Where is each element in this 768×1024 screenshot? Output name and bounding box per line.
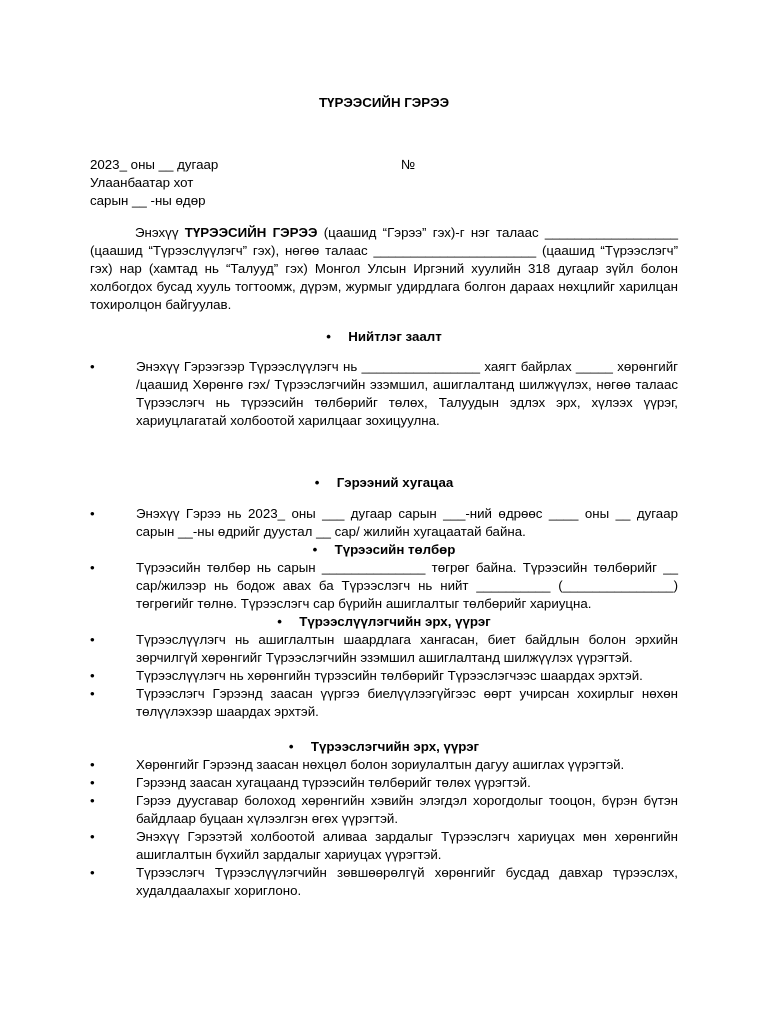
list-item-content: Түрээслэгч Түрээслүүлэгчийн зөвшөөрөлгүй хөрөнгийг бусдад давхар түрээслэх, худалдаалахыг хориглоно. bbox=[136, 865, 678, 898]
section-title-lessee bbox=[0, 738, 768, 756]
bullet-marker: • bbox=[90, 775, 95, 790]
bullet-marker: • bbox=[90, 793, 95, 808]
section-title-text: Түрээслэгчийн эрх, үүрэг bbox=[310, 739, 480, 754]
list-item bbox=[90, 792, 678, 828]
intro-rest: (цаашид “Гэрээ” гэх)-г нэг талаас __________________ (цаашид “Түрээслүүлэгч” гэх), нөгөө талаас ______________________ (цаашид “Түрээслэгч” гэх) нар (хамтад нь “Талууд” гэх) Монгол Улсын Иргэний хуулийн 318 дугаар зүйл болон холбогдох бусад хууль тогтоомж, дүрэм, журмыг удирдлага болгон дараах нөхцлийг харилцан тохиролцон байгуулав. bbox=[90, 225, 678, 312]
section-title-text: Нийтлэг заалт bbox=[348, 329, 442, 344]
date-line bbox=[90, 156, 690, 174]
section-bullet: • bbox=[277, 614, 282, 629]
intro-bold-title: ТҮРЭЭСИЙН ГЭРЭЭ bbox=[184, 225, 318, 240]
list-item bbox=[90, 505, 678, 541]
bullet-marker: • bbox=[90, 865, 95, 880]
list-item-content: Энэхүү Гэрээгээр Түрээслүүлэгч нь ________________ хаягт байрлах _____ хөрөнгийг /цаашид Хөрөнгө гэх/ Түрээслэгчийн эзэмшил, ашиглалтанд шилжүүлэх, нөгөө талаас Түрээслэгч нь түрээсийн төлбөрийг төлөх, Талуудын эдлэх эрх, хүлээх үүрэг, хариуцлагатай холбоотой харилцааг зохицуулна. bbox=[136, 359, 678, 428]
bullet-marker: • bbox=[90, 506, 95, 521]
section-bullet: • bbox=[312, 542, 318, 557]
section-bullet: • bbox=[326, 329, 331, 344]
list-item-content: Түрээсийн төлбөр нь сарын ______________ төгрөг байна. Түрээсийн төлбөрийг __ сар/жилээр нь бодож авах ба Түрээслэгч нь нийт __________ (_______________) төгрөгийг төлнө. Түрээслэгч сар бүрийн ашиглалтыг төлбөрийг хариуцна. bbox=[136, 560, 678, 611]
list-item-content: Хөрөнгийг Гэрээнд заасан нөхцөл болон зориулалтын дагуу ашиглах үүрэгтэй. bbox=[136, 757, 625, 772]
list-item bbox=[90, 756, 678, 774]
bullet-marker: • bbox=[90, 686, 95, 701]
section-bullet: • bbox=[288, 739, 294, 754]
list-item bbox=[90, 559, 678, 613]
section-title-text: Түрээсийн төлбөр bbox=[334, 542, 456, 557]
city-line: Улаанбаатар хот bbox=[90, 175, 194, 190]
contract-number-label: № bbox=[401, 157, 416, 172]
list-item-content: Түрээслүүлэгч нь ашиглалтын шаардлага хангасан, биет байдлын болон эрхийн зөрчилгүй хөрөнгийг Түрээслэгчийн эзэмшил ашиглалтанд шилжүүлэх үүрэгтэй. bbox=[136, 632, 678, 665]
list-item bbox=[90, 685, 678, 721]
intro-prefix: Энэхүү bbox=[135, 225, 185, 240]
list-item bbox=[90, 864, 678, 900]
section-title-text: Гэрээний хугацаа bbox=[336, 475, 454, 490]
list-item bbox=[90, 667, 678, 685]
bullet-marker: • bbox=[90, 359, 95, 374]
section-title-term bbox=[0, 474, 768, 492]
list-item-content: Энэхүү Гэрээ нь 2023_ оны ___ дугаар сарын ___-ний өдрөөс ____ оны __ дугаар сарын __-ны өдрийг дуустал __ сар/ жилийн хугацаатай байна. bbox=[136, 506, 678, 539]
bullet-marker: • bbox=[90, 632, 95, 647]
bullet-marker: • bbox=[90, 757, 95, 772]
list-item-content: Түрээслүүлэгч нь хөрөнгийн түрээсийн төлбөрийг Түрээслэгчээс шаардах эрхтэй. bbox=[136, 668, 643, 683]
intro-paragraph bbox=[90, 224, 678, 314]
document-header bbox=[90, 156, 690, 210]
list-item-content: Гэрээнд заасан хугацаанд түрээсийн төлбөрийг төлөх үүрэгтэй. bbox=[136, 775, 531, 790]
bullet-marker: • bbox=[90, 668, 95, 683]
list-item bbox=[90, 358, 678, 430]
list-item bbox=[90, 631, 678, 667]
list-item-text bbox=[136, 358, 678, 430]
bullet-marker: • bbox=[90, 829, 95, 844]
list-item bbox=[90, 828, 678, 864]
section-title-payment bbox=[0, 541, 768, 559]
date-line-text: 2023_ оны __ дугаар bbox=[90, 157, 219, 172]
section-title-lessor bbox=[0, 613, 768, 631]
document-title: ТҮРЭЭСИЙН ГЭРЭЭ bbox=[318, 95, 450, 110]
section-title-general bbox=[0, 328, 768, 346]
bullet-marker: • bbox=[90, 560, 95, 575]
section-bullet: • bbox=[314, 475, 320, 490]
list-item-content: Энэхүү Гэрээтэй холбоотой аливаа зардалыг Түрээслэгч хариуцах мөн хөрөнгийн ашиглалтын бүхийл зардалыг хариуцах үүрэгтэй. bbox=[136, 829, 678, 862]
list-item bbox=[90, 774, 678, 792]
section-title-text: Түрээслүүлэгчийн эрх, үүрэг bbox=[299, 614, 491, 629]
day-line: сарын __ -ны өдөр bbox=[90, 193, 206, 208]
list-item-content: Гэрээ дуусгавар болоход хөрөнгийн хэвийн элэгдэл хорогдолыг тооцон, бүрэн бүтэн байдлаар буцаан хүлээлгэн өгөх үүрэгтэй. bbox=[136, 793, 678, 826]
list-item-content: Түрээслэгч Гэрээнд заасан үүргээ биелүүлээгүйгээс өөрт учирсан хохирлыг нөхөн төлүүлэхээр шаардах эрхтэй. bbox=[136, 686, 678, 719]
